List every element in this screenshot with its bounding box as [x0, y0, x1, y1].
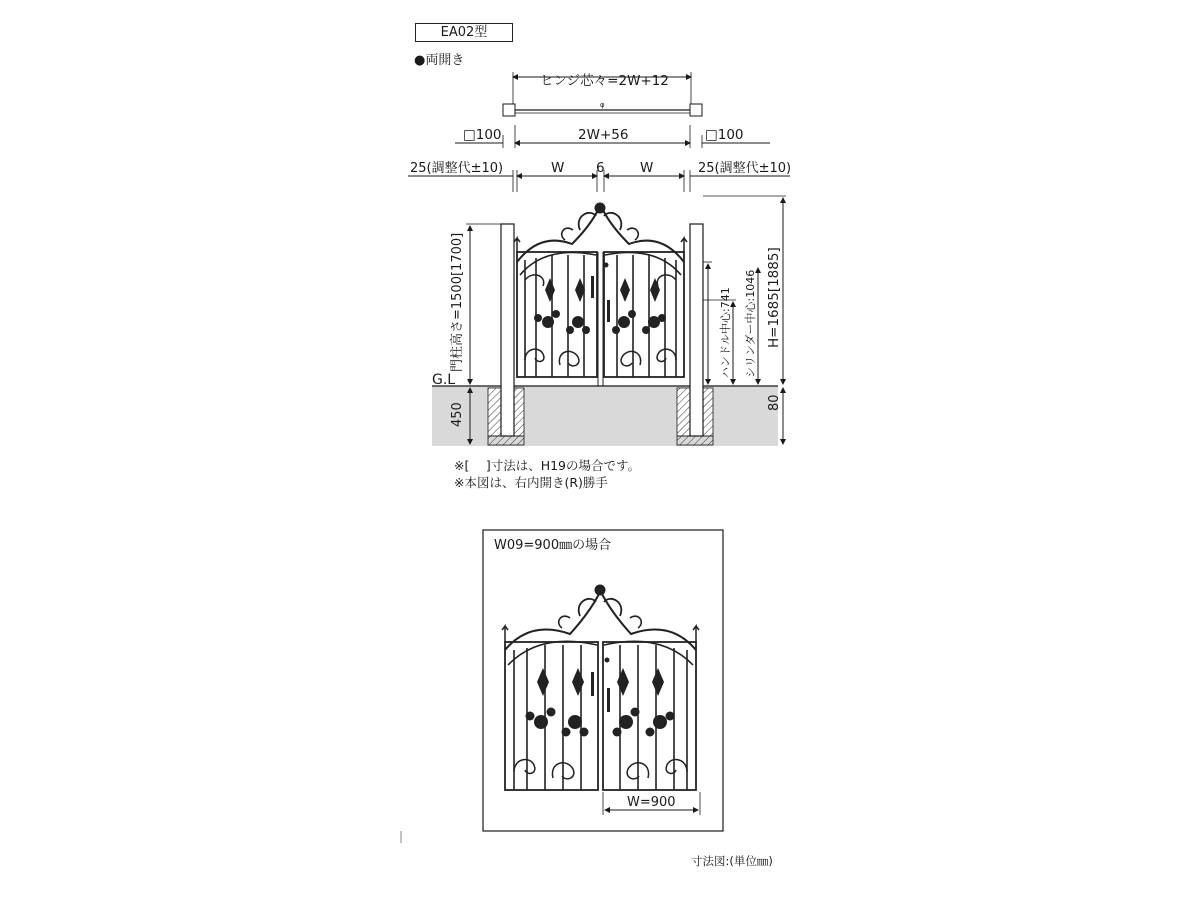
- drawing-caption: 寸法図:(単位㎜): [691, 854, 773, 868]
- gate-height-label: H=1685[1885]: [766, 247, 782, 348]
- example-gate-elevation: [502, 585, 699, 790]
- gap-label: 6: [596, 160, 605, 176]
- depth-right-label: 80: [767, 394, 782, 411]
- adjust-left-label: 25(調整代±10): [410, 161, 504, 176]
- post-height-label: 門柱高さ=1500[1700]: [450, 232, 465, 372]
- cylinder-center-label: シリンダー中心:1046: [744, 269, 757, 378]
- depth-left-label: 450: [450, 402, 465, 427]
- top-rail-plan: [503, 101, 702, 116]
- open-type-label: ●両開き: [414, 53, 465, 68]
- hinge-center-label: ヒンジ芯々=2W+12: [540, 73, 669, 89]
- ground-level-label: G.L: [432, 372, 456, 388]
- model-label: EA02型: [415, 23, 513, 42]
- example-title: W09=900㎜の場合: [494, 538, 612, 553]
- total-inner-label: 2W+56: [578, 127, 629, 143]
- adjust-right-label: 25(調整代±10): [698, 161, 792, 176]
- svg-text:φ: φ: [600, 101, 605, 109]
- handle-center-label: ハンドル中心:741: [719, 287, 732, 378]
- gate-elevation: [514, 203, 687, 386]
- post-size-right-label: □100: [705, 127, 744, 143]
- ground-section: [432, 386, 778, 446]
- open-direction-note: ※本図は、右内開き(R)勝手: [454, 475, 608, 490]
- w-right-label: W: [640, 160, 654, 176]
- example-width-label: W=900: [627, 795, 676, 810]
- post-size-left-label: □100: [463, 127, 502, 143]
- w-left-label: W: [551, 160, 565, 176]
- bracket-note: ※[ ]寸法は、H19の場合です。: [454, 458, 641, 473]
